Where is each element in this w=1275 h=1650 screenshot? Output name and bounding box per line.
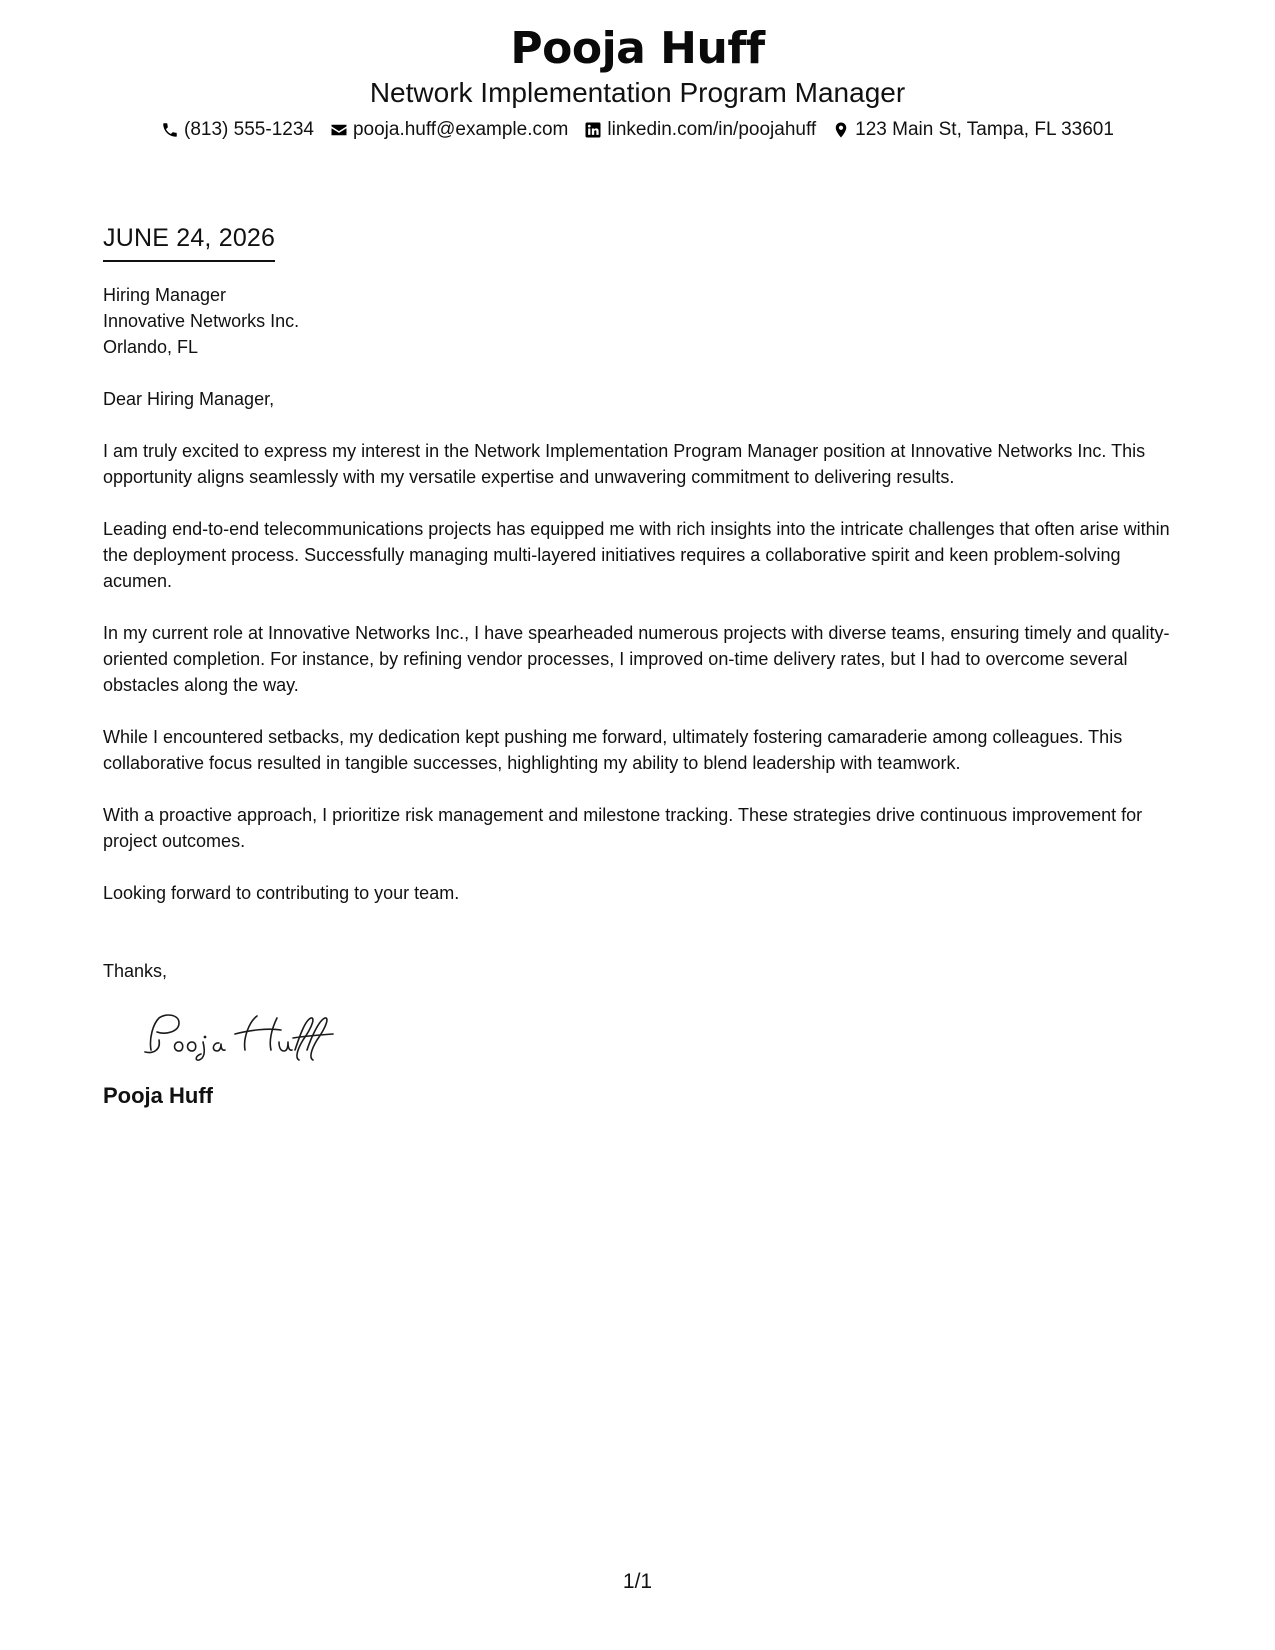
contact-email (330, 116, 568, 144)
applicant-role: Network Implementation Program Manager (369, 77, 906, 108)
recipient-title: Hiring Manager (103, 285, 227, 305)
recipient-block (103, 282, 1173, 360)
closing: Thanks, (103, 961, 168, 981)
linkedin-text: linkedin.com/in/poojahuff (607, 119, 817, 140)
salutation: Dear Hiring Manager, (103, 389, 275, 409)
contact-bar (0, 116, 1275, 144)
recipient-location: Orlando, FL (103, 337, 199, 357)
recipient-company: Innovative Networks Inc. (103, 311, 300, 331)
page-number: 1/1 (622, 1570, 653, 1593)
contact-phone (161, 116, 314, 144)
phone-icon (161, 121, 179, 139)
contact-linkedin (584, 116, 816, 144)
phone-text: (813) 555-1234 (184, 119, 314, 140)
paragraph: I am truly excited to express my interest in the Network Implementation Program Manager position at Innovative Networks Inc. This opportunity aligns seamlessly with my versatile expertise and unwavering commitment to delivering results. (103, 441, 1146, 487)
map-pin-icon (832, 121, 850, 139)
letter-header (0, 22, 1275, 144)
letter-body (103, 222, 1173, 1110)
paragraph: While I encountered setbacks, my dedication kept pushing me forward, ultimately fostering camaraderie among colleagues. This collaborative focus resulted in tangible successes, highlighting my ability to blend leadership with teamwork. (103, 727, 1123, 773)
handwritten-signature (139, 1010, 339, 1062)
paragraph: In my current role at Innovative Networks Inc., I have spearheaded numerous projects with diverse teams, ensuring timely and quality-oriented completion. For instance, by refining vendor processes, I improved on-time delivery rates, but I had to overcome several obstacles along the way. (103, 623, 1170, 695)
address-text: 123 Main St, Tampa, FL 33601 (855, 119, 1114, 140)
applicant-name: Pooja Huff (510, 23, 765, 74)
email-text: pooja.huff@example.com (352, 119, 569, 140)
envelope-icon (330, 121, 348, 139)
paragraph: With a proactive approach, I prioritize risk management and milestone tracking. These strategies drive continuous improvement for project outcomes. (103, 805, 1143, 851)
contact-address (832, 116, 1114, 144)
letter-date: JUNE 24, 2026 (103, 222, 275, 262)
paragraph: Leading end-to-end telecommunications projects has equipped me with rich insights into the intricate challenges that often arise within the deployment process. Successfully managing multi-layered initiatives requires a collaborative spirit and keen problem-solving acumen. (103, 519, 1170, 591)
linkedin-icon (584, 121, 602, 139)
signed-name: Pooja Huff (103, 1083, 213, 1108)
paragraph: Looking forward to contributing to your team. (103, 883, 460, 903)
